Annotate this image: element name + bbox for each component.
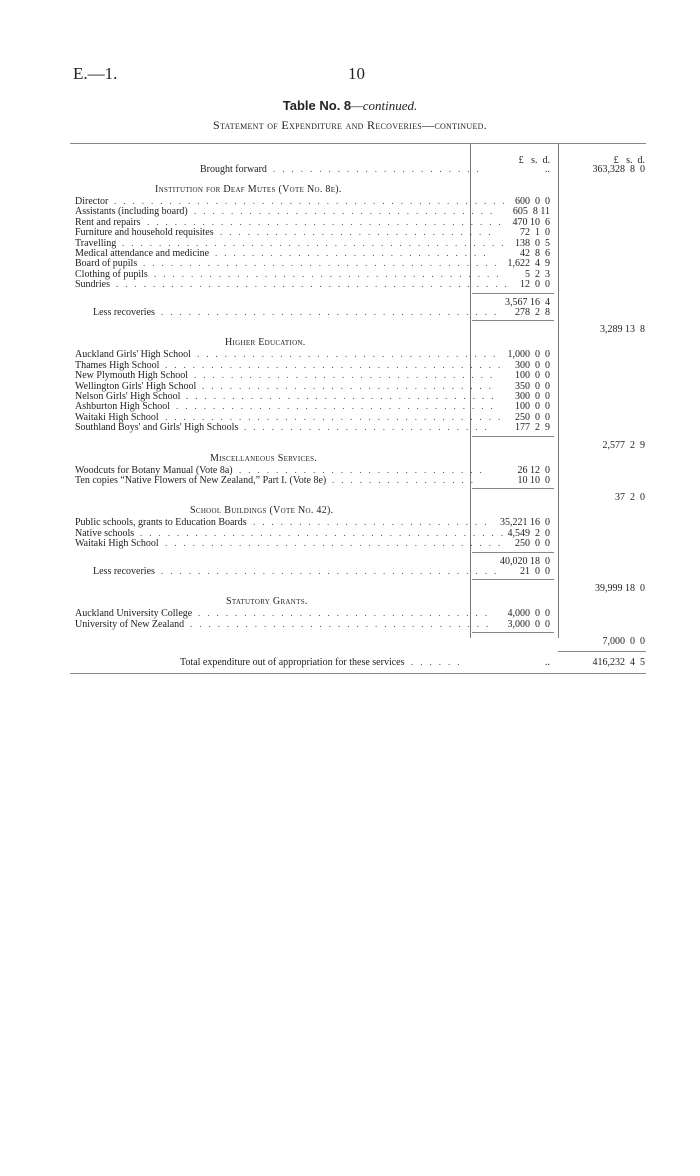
row-label: Furniture and household requisites xyxy=(75,227,214,239)
row-label: New Plymouth High School xyxy=(75,370,189,382)
leader-dots: .............................. xyxy=(220,227,498,238)
table-row xyxy=(0,206,700,217)
table-row xyxy=(0,349,700,360)
section-heading: Miscellaneous Services. xyxy=(210,452,318,464)
total-rule xyxy=(558,651,646,652)
table-row xyxy=(0,381,700,392)
row-amount-c2: 416,232 4 5 xyxy=(592,657,645,669)
section-end-rule xyxy=(472,632,554,633)
subtotal-rule xyxy=(472,552,554,553)
table-row xyxy=(0,528,700,539)
leader-dots: ..................................... xyxy=(165,359,508,370)
table-row xyxy=(0,238,700,249)
row-label: Rent and repairs xyxy=(75,216,141,228)
brought-forward-row xyxy=(0,164,700,175)
leader-dots: ................................... xyxy=(176,401,500,412)
leader-dots: ........................................... xyxy=(114,196,512,206)
document-code: E.—1. xyxy=(73,64,118,83)
row-label: Total expenditure out of appropriation for these services xyxy=(180,657,405,669)
less-recoveries-row xyxy=(0,307,700,318)
row-amount-c1: 12 0 0 xyxy=(520,279,550,291)
row-amount-c1: 72 1 0 xyxy=(520,227,550,239)
table-row xyxy=(0,227,700,238)
row-amount-c2: 37 2 0 xyxy=(615,492,645,504)
row-amount-c2: 3,289 13 8 xyxy=(600,324,645,336)
total-row xyxy=(0,657,700,668)
row-amount-c1: 4,000 0 0 xyxy=(507,608,550,620)
table-subtitle: Statement of Expenditure and Recoveries—continued. xyxy=(212,118,488,132)
table-row xyxy=(0,269,700,280)
leader-dots: ................................ xyxy=(198,608,494,619)
column-header-c1: £ s. d. xyxy=(518,155,550,166)
row-label: Native schools xyxy=(75,527,135,539)
table-row xyxy=(0,258,700,269)
row-amount-c1: 3,567 16 4 xyxy=(505,296,550,308)
section-net-row xyxy=(0,324,700,335)
row-label: Clothing of pupils xyxy=(75,268,148,280)
row-amount-c1: 300 0 0 xyxy=(515,359,550,371)
leader-dots: ....................................... xyxy=(147,216,508,227)
leader-dots: ...................................... xyxy=(154,268,506,279)
table-bottom-rule xyxy=(70,673,646,674)
leader-dots: ................................. xyxy=(197,349,503,360)
table-row xyxy=(0,412,700,423)
net-rule xyxy=(472,579,554,580)
table-title-suffix: —continued. xyxy=(351,98,418,113)
table-top-rule xyxy=(70,143,646,144)
subtotal-rule xyxy=(472,293,554,294)
row-label: Auckland University College xyxy=(75,608,193,620)
subtotal-row xyxy=(0,297,700,308)
leader-dots: ...... xyxy=(411,657,467,668)
row-label: Nelson Girls' High School xyxy=(75,391,181,402)
page-number: 10 xyxy=(348,64,365,83)
row-label: Waitaki High School xyxy=(75,411,159,423)
row-amount-c1: 250 0 0 xyxy=(515,538,550,550)
row-amount-c1: 100 0 0 xyxy=(515,370,550,382)
row-label: Less recoveries xyxy=(93,307,155,318)
table-row xyxy=(0,422,700,433)
leader-dots: ....................... xyxy=(273,164,486,174)
row-label: University of New Zealand xyxy=(75,618,185,630)
row-amount-c2: 39,999 18 0 xyxy=(595,583,645,595)
table-row xyxy=(0,517,700,528)
row-amount-c1: .. xyxy=(545,164,550,175)
row-amount-c1: 4,549 2 0 xyxy=(507,527,550,539)
row-label: Brought forward xyxy=(200,164,267,175)
leader-dots: ................................ xyxy=(202,380,498,391)
row-label: Public schools, grants to Education Boards xyxy=(75,517,247,529)
leader-dots: .......................... xyxy=(253,517,494,528)
section-net-row xyxy=(0,492,700,503)
row-amount-c1: 605 8 11 xyxy=(512,206,550,218)
row-amount-c1: 600 0 0 xyxy=(515,196,550,207)
less-recoveries-row xyxy=(0,566,700,577)
row-amount-c1: 35,221 16 0 xyxy=(500,517,550,529)
leader-dots: ..................................... xyxy=(165,411,508,422)
leader-dots: ................ xyxy=(332,475,480,485)
section-end-rule xyxy=(472,436,554,437)
table-row xyxy=(0,279,700,290)
table-row xyxy=(0,391,700,402)
row-amount-c1: .. xyxy=(545,657,550,669)
section-net-row xyxy=(0,636,700,647)
table-row xyxy=(0,608,700,619)
row-amount-c1: 1,622 4 9 xyxy=(507,258,550,270)
leader-dots: ..................................... xyxy=(161,566,504,576)
row-label: Thames High School xyxy=(75,359,160,371)
leader-dots: .............................. xyxy=(215,248,493,258)
row-label: Southland Boys' and Girls' High Schools xyxy=(75,422,239,434)
table-row xyxy=(0,401,700,412)
row-label: Assistants (including board) xyxy=(75,206,188,218)
row-amount-c1: 250 0 0 xyxy=(515,411,550,423)
row-label: Wellington Girls' High School xyxy=(75,380,197,392)
leader-dots: ..................................... xyxy=(165,538,508,549)
row-amount-c1: 470 10 6 xyxy=(512,216,550,228)
row-label: Board of pupils xyxy=(75,258,138,270)
row-label: Sundries xyxy=(75,279,110,291)
row-amount-c1: 40,020 18 0 xyxy=(500,555,550,567)
table-title xyxy=(0,98,700,114)
table-row xyxy=(0,196,700,207)
section-heading: Statutory Grants. xyxy=(226,596,308,608)
table-row xyxy=(0,475,700,486)
table-row xyxy=(0,538,700,549)
leader-dots: ....................................... xyxy=(143,258,504,269)
row-amount-c1: 5 2 3 xyxy=(525,268,550,280)
section-heading: Institution for Deaf Mutes (Vote No. 8e). xyxy=(155,184,342,195)
row-amount-c1: 26 12 0 xyxy=(517,464,550,476)
row-label: Woodcuts for Botany Manual (Vote 8a) xyxy=(75,464,233,476)
leader-dots: .......................................... xyxy=(122,237,511,248)
column-header-c2: £ s. d. xyxy=(613,155,645,166)
row-amount-c1: 300 0 0 xyxy=(515,391,550,402)
section-heading: School Buildings (Vote No. 42). xyxy=(190,505,334,517)
leader-dots: ................................. xyxy=(194,206,500,217)
leader-dots: ........................................... xyxy=(116,279,514,290)
section-heading: Higher Education. xyxy=(225,337,306,349)
row-amount-c2: 2,577 2 9 xyxy=(602,439,645,451)
row-label: Auckland Girls' High School xyxy=(75,349,191,361)
row-amount-c1: 100 0 0 xyxy=(515,401,550,413)
table-row xyxy=(0,370,700,381)
row-amount-c1: 177 2 9 xyxy=(515,422,550,434)
subtotal-row xyxy=(0,556,700,567)
row-amount-c1: 42 8 6 xyxy=(520,248,550,259)
section-net-row xyxy=(0,583,700,594)
row-amount-c1: 21 0 0 xyxy=(520,566,550,577)
section-net-row xyxy=(0,440,700,451)
leader-dots: ................................. xyxy=(194,370,500,381)
table-row xyxy=(0,619,700,630)
row-label: Medical attendance and medicine xyxy=(75,248,210,259)
section-end-rule xyxy=(472,488,554,489)
row-label: Ashburton High School xyxy=(75,401,170,413)
net-rule xyxy=(472,320,554,321)
table-title-main: Table No. 8 xyxy=(282,98,352,113)
table-row xyxy=(0,465,700,476)
row-label: Director xyxy=(75,196,109,207)
row-label: Ten copies “Native Flowers of New Zealand,” Part I. (Vote 8e) xyxy=(75,475,327,486)
leader-dots: ........................... xyxy=(239,464,489,475)
row-amount-c2: 363,328 8 0 xyxy=(592,164,645,175)
leader-dots: ........................................ xyxy=(140,527,510,538)
row-amount-c2: 7,000 0 0 xyxy=(602,636,645,648)
row-label: Waitaki High School xyxy=(75,538,159,550)
row-label: Less recoveries xyxy=(93,566,155,577)
table-row xyxy=(0,248,700,259)
leader-dots: ................................. xyxy=(190,618,496,629)
table-row xyxy=(0,217,700,228)
row-amount-c1: 1,000 0 0 xyxy=(507,349,550,361)
row-amount-c1: 278 2 8 xyxy=(515,307,550,318)
row-label: Travelling xyxy=(75,237,117,249)
leader-dots: ........................... xyxy=(244,422,494,433)
row-amount-c1: 3,000 0 0 xyxy=(507,618,550,630)
row-amount-c1: 350 0 0 xyxy=(515,380,550,392)
leader-dots: .................................. xyxy=(186,391,501,401)
row-amount-c1: 10 10 0 xyxy=(517,475,550,486)
leader-dots: ..................................... xyxy=(161,307,504,317)
table-row xyxy=(0,360,700,371)
row-amount-c1: 138 0 5 xyxy=(515,237,550,249)
